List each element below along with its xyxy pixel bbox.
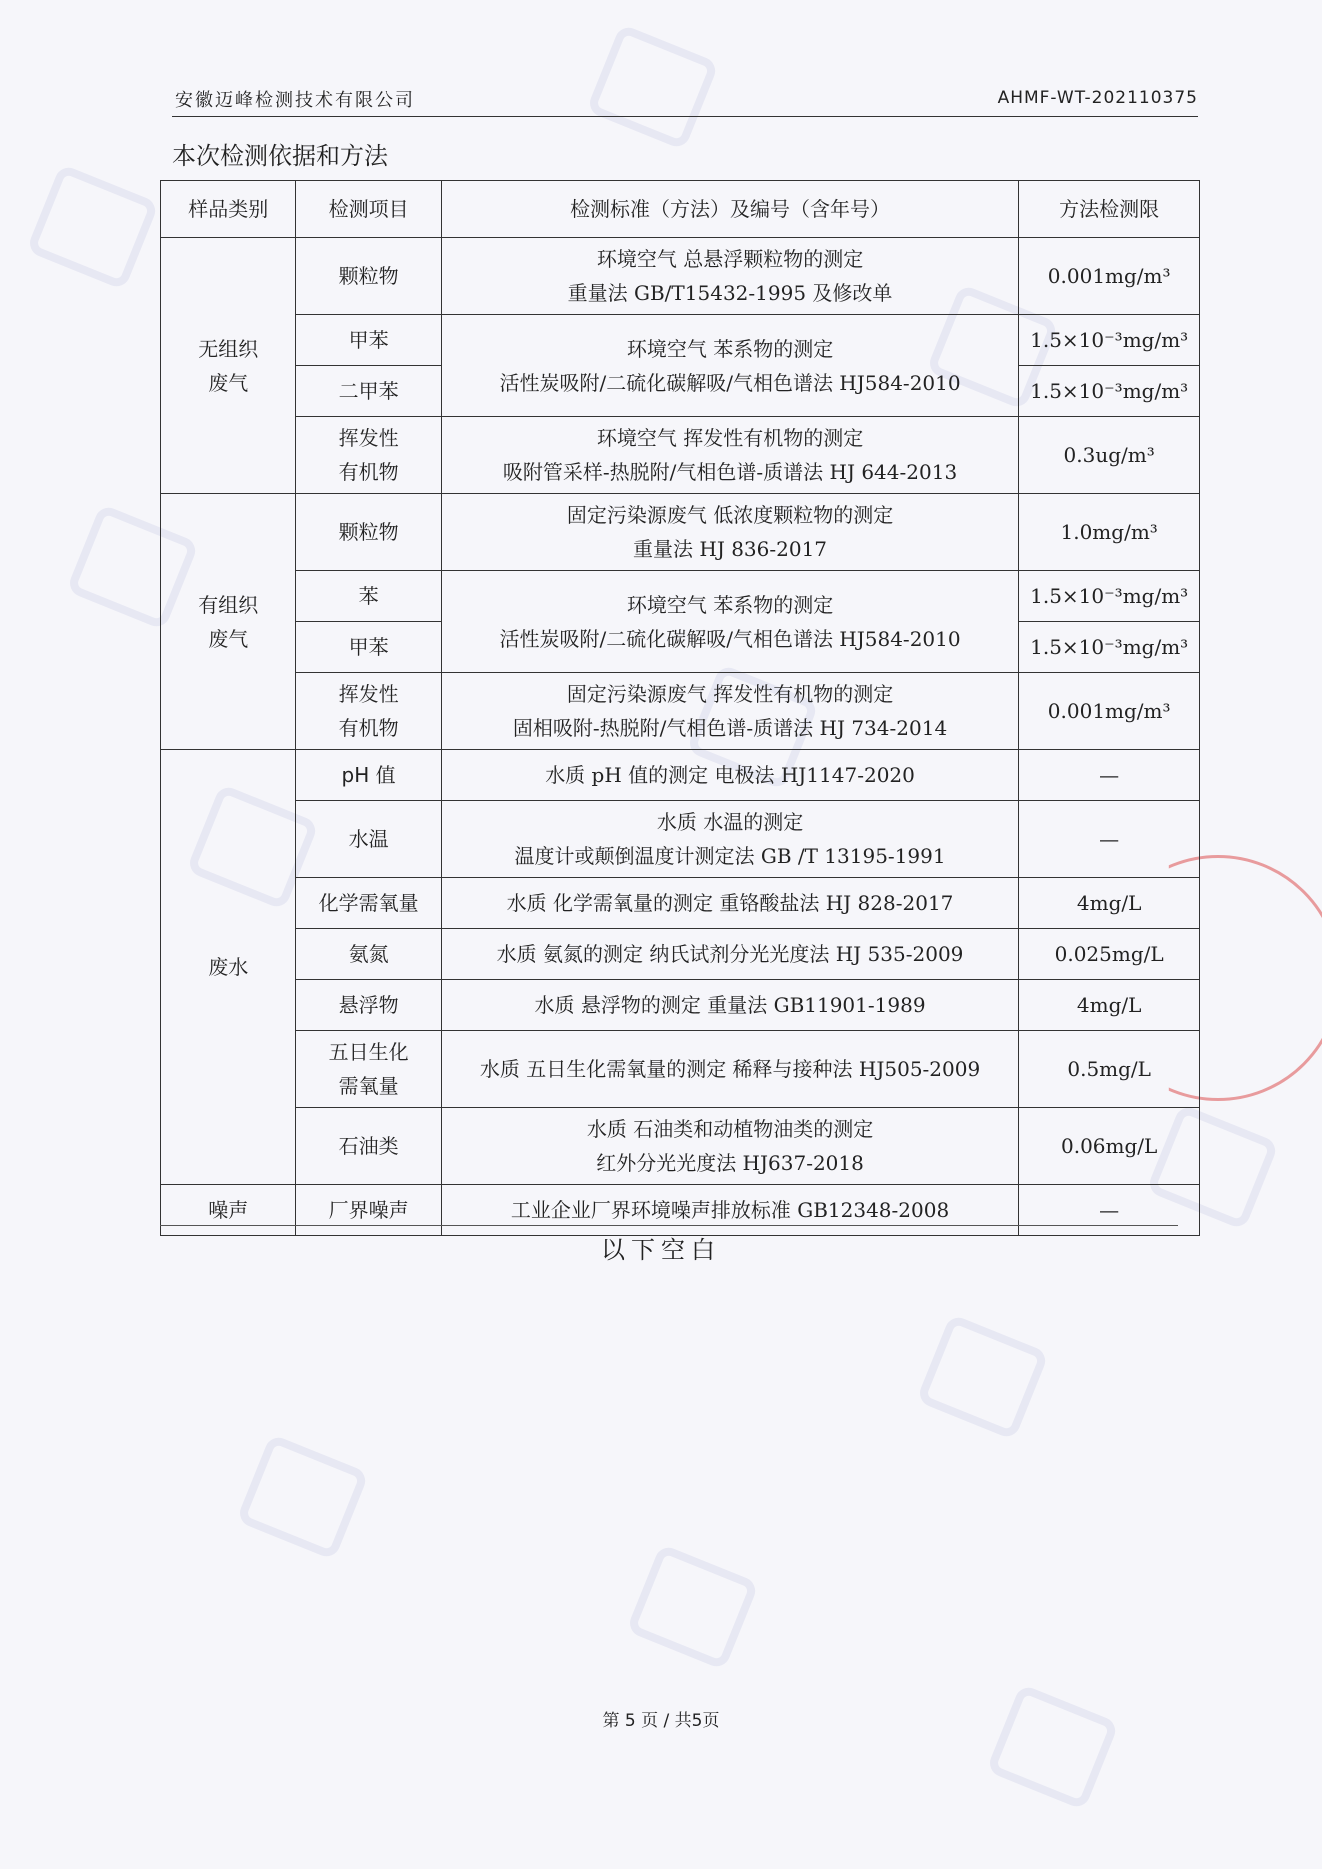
test-item: 化学需氧量 bbox=[296, 878, 441, 929]
test-standard: 水质 pH 值的测定 电极法 HJ1147-2020 bbox=[441, 750, 1019, 801]
detection-limit: 0.001mg/m³ bbox=[1019, 673, 1200, 750]
test-item: 石油类 bbox=[296, 1108, 441, 1185]
table-row bbox=[161, 929, 1200, 980]
header-detection-limit: 方法检测限 bbox=[1019, 181, 1200, 238]
table-row bbox=[161, 750, 1200, 801]
test-item: 厂界噪声 bbox=[296, 1185, 441, 1236]
table-row bbox=[161, 801, 1200, 878]
test-item: 挥发性 有机物 bbox=[296, 673, 441, 750]
category-noise: 噪声 bbox=[161, 1185, 296, 1236]
detection-limit: 4mg/L bbox=[1019, 980, 1200, 1031]
test-item: 五日生化 需氧量 bbox=[296, 1031, 441, 1108]
detection-limit: 0.001mg/m³ bbox=[1019, 238, 1200, 315]
header-standard: 检测标准（方法）及编号（含年号） bbox=[441, 181, 1019, 238]
test-standard: 环境空气 总悬浮颗粒物的测定 重量法 GB/T15432-1995 及修改单 bbox=[441, 238, 1019, 315]
test-item: pH 值 bbox=[296, 750, 441, 801]
table-row bbox=[161, 1031, 1200, 1108]
test-standard: 水质 氨氮的测定 纳氏试剂分光光度法 HJ 535-2009 bbox=[441, 929, 1019, 980]
table-header-row bbox=[161, 181, 1200, 238]
test-item: 氨氮 bbox=[296, 929, 441, 980]
detection-limit: 4mg/L bbox=[1019, 878, 1200, 929]
detection-limit: 1.5×10⁻³mg/m³ bbox=[1019, 571, 1200, 622]
category-wastewater: 废水 bbox=[161, 750, 296, 1185]
test-standard: 水质 水温的测定 温度计或颠倒温度计测定法 GB /T 13195-1991 bbox=[441, 801, 1019, 878]
detection-limit: — bbox=[1019, 750, 1200, 801]
section-title: 本次检测依据和方法 bbox=[172, 142, 388, 170]
detection-limit: — bbox=[1019, 1185, 1200, 1236]
test-item: 苯 bbox=[296, 571, 441, 622]
category-unorganized-gas: 无组织 废气 bbox=[161, 238, 296, 494]
detection-limit: 1.5×10⁻³mg/m³ bbox=[1019, 315, 1200, 366]
table-row bbox=[161, 417, 1200, 494]
test-standard: 水质 化学需氧量的测定 重铬酸盐法 HJ 828-2017 bbox=[441, 878, 1019, 929]
header-sample-type: 样品类别 bbox=[161, 181, 296, 238]
page-number: 第 5 页 / 共5页 bbox=[602, 1711, 720, 1731]
table-row bbox=[161, 494, 1200, 571]
detection-limit: 0.3ug/m³ bbox=[1019, 417, 1200, 494]
detection-limit: — bbox=[1019, 801, 1200, 878]
detection-limit: 1.5×10⁻³mg/m³ bbox=[1019, 366, 1200, 417]
detection-limit: 0.06mg/L bbox=[1019, 1108, 1200, 1185]
test-standard: 水质 悬浮物的测定 重量法 GB11901-1989 bbox=[441, 980, 1019, 1031]
test-item: 水温 bbox=[296, 801, 441, 878]
table-row bbox=[161, 980, 1200, 1031]
table-row bbox=[161, 878, 1200, 929]
methods-table bbox=[160, 180, 1200, 1236]
test-standard: 环境空气 苯系物的测定 活性炭吸附/二硫化碳解吸/气相色谱法 HJ584-2010 bbox=[441, 315, 1019, 417]
test-item: 颗粒物 bbox=[296, 238, 441, 315]
test-item: 二甲苯 bbox=[296, 366, 441, 417]
blank-below-note: 以下空白 bbox=[601, 1236, 721, 1264]
test-standard: 工业企业厂界环境噪声排放标准 GB12348-2008 bbox=[441, 1185, 1019, 1236]
detection-limit: 0.025mg/L bbox=[1019, 929, 1200, 980]
company-name: 安徽迈峰检测技术有限公司 bbox=[175, 90, 415, 111]
test-item: 悬浮物 bbox=[296, 980, 441, 1031]
test-standard: 环境空气 挥发性有机物的测定 吸附管采样-热脱附/气相色谱-质谱法 HJ 644-2013 bbox=[441, 417, 1019, 494]
watermark-logo bbox=[924, 1323, 1043, 1437]
header-divider bbox=[172, 116, 1198, 117]
watermark-logo bbox=[594, 33, 713, 147]
table-row bbox=[161, 571, 1200, 622]
detection-limit: 1.0mg/m³ bbox=[1019, 494, 1200, 571]
test-standard: 固定污染源废气 挥发性有机物的测定 固相吸附-热脱附/气相色谱-质谱法 HJ 734-2014 bbox=[441, 673, 1019, 750]
detection-limit: 1.5×10⁻³mg/m³ bbox=[1019, 622, 1200, 673]
table-row bbox=[161, 315, 1200, 366]
table-row bbox=[161, 673, 1200, 750]
detection-limit: 0.5mg/L bbox=[1019, 1031, 1200, 1108]
table-row bbox=[161, 1108, 1200, 1185]
test-item: 甲苯 bbox=[296, 315, 441, 366]
header-test-item: 检测项目 bbox=[296, 181, 441, 238]
test-item: 颗粒物 bbox=[296, 494, 441, 571]
watermark-logo bbox=[244, 1443, 363, 1557]
test-item: 挥发性 有机物 bbox=[296, 417, 441, 494]
test-standard: 环境空气 苯系物的测定 活性炭吸附/二硫化碳解吸/气相色谱法 HJ584-2010 bbox=[441, 571, 1019, 673]
report-number: AHMF-WT-202110375 bbox=[997, 88, 1198, 108]
category-organized-gas: 有组织 废气 bbox=[161, 494, 296, 750]
watermark-logo bbox=[634, 1553, 753, 1667]
test-item: 甲苯 bbox=[296, 622, 441, 673]
test-standard: 固定污染源废气 低浓度颗粒物的测定 重量法 HJ 836-2017 bbox=[441, 494, 1019, 571]
watermark-logo bbox=[34, 173, 153, 287]
table-row bbox=[161, 238, 1200, 315]
table-row bbox=[161, 1185, 1200, 1236]
test-standard: 水质 五日生化需氧量的测定 稀释与接种法 HJ505-2009 bbox=[441, 1031, 1019, 1108]
test-standard: 水质 石油类和动植物油类的测定 红外分光光度法 HJ637-2018 bbox=[441, 1108, 1019, 1185]
end-divider bbox=[160, 1225, 1178, 1226]
